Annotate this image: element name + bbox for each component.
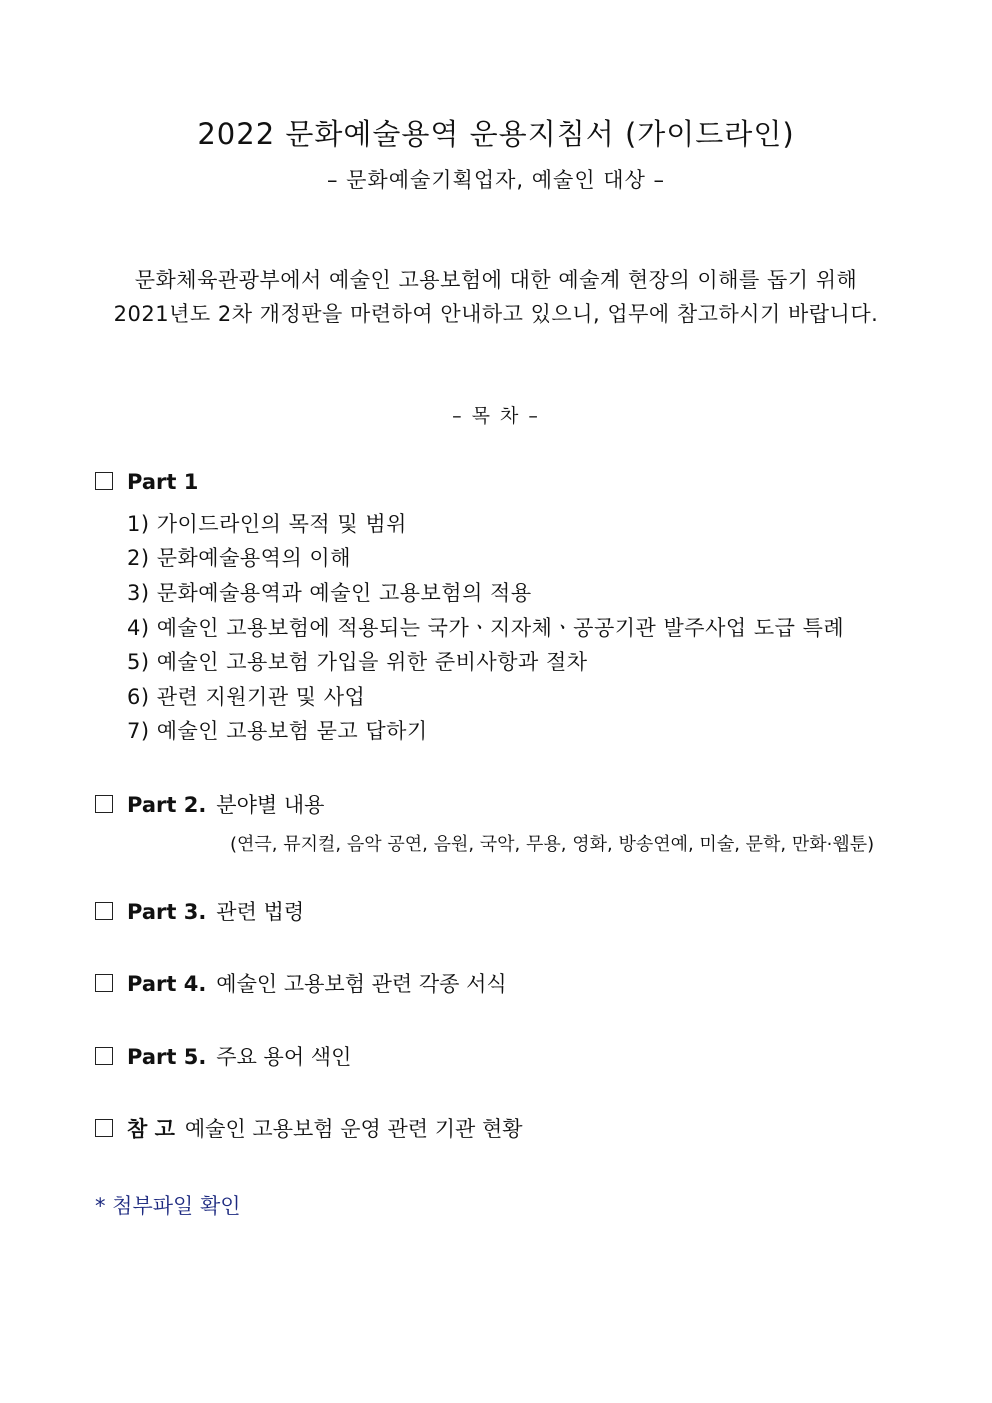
checkbox-square-icon (95, 902, 113, 920)
intro-line-1: 문화체육관광부에서 예술인 고용보험에 대한 예술계 현장의 이해를 돕기 위해 (134, 268, 858, 292)
checkbox-square-icon (95, 1047, 113, 1065)
toc-heading: – 목 차 – (452, 405, 540, 427)
intro-line-2: 2021년도 2차 개정판을 마련하여 안내하고 있으니, 업무에 참고하시기 바랍니다. (113, 302, 879, 326)
toc-item: 2) 문화예술용역의 이해 (127, 546, 351, 570)
toc-section-part-4 (95, 968, 507, 998)
toc-item: 4) 예술인 고용보험에 적용되는 국가ㆍ지자체ㆍ공공기관 발주사업 도급 특례 (127, 616, 845, 640)
toc-item: 5) 예술인 고용보험 가입을 위한 준비사항과 절차 (127, 650, 588, 674)
section-label: 참 고 (127, 1117, 175, 1141)
section-label: Part 1 (127, 470, 199, 494)
toc-item: 7) 예술인 고용보험 묻고 답하기 (127, 719, 428, 743)
section-text: 분야별 내용 (216, 793, 325, 817)
section-text: 주요 용어 색인 (216, 1045, 352, 1069)
toc-section-part-2 (95, 789, 324, 819)
toc-section-part-3 (95, 896, 304, 926)
checkbox-square-icon (95, 795, 113, 813)
toc-item: 6) 관련 지원기관 및 사업 (127, 685, 366, 709)
toc-section-part-1 (95, 470, 208, 494)
section-text: 예술인 고용보험 운영 관련 기관 현황 (184, 1117, 523, 1141)
document-title: 2022 문화예술용역 운용지침서 (가이드라인) (197, 117, 795, 151)
document-subtitle: – 문화예술기획업자, 예술인 대상 – (326, 168, 666, 192)
section-label: Part 5. (127, 1045, 207, 1069)
checkbox-square-icon (95, 472, 113, 490)
checkbox-square-icon (95, 1119, 113, 1137)
toc-item: 1) 가이드라인의 목적 및 범위 (127, 512, 407, 536)
section-label: Part 2. (127, 793, 207, 817)
section-text: 예술인 고용보험 관련 각종 서식 (216, 972, 507, 996)
section-label: Part 4. (127, 972, 207, 996)
part-2-fields-note: (연극, 뮤지컬, 음악 공연, 음원, 국악, 무용, 영화, 방송연예, 미술, 문학, 만화·웹툰) (230, 834, 875, 855)
toc-section-part-5 (95, 1041, 351, 1071)
toc-item: 3) 문화예술용역과 예술인 고용보험의 적용 (127, 581, 532, 605)
section-text: 관련 법령 (216, 900, 305, 924)
section-label: Part 3. (127, 900, 207, 924)
attachment-link[interactable]: * 첨부파일 확인 (95, 1194, 241, 1218)
toc-section-reference (95, 1113, 523, 1143)
checkbox-square-icon (95, 974, 113, 992)
